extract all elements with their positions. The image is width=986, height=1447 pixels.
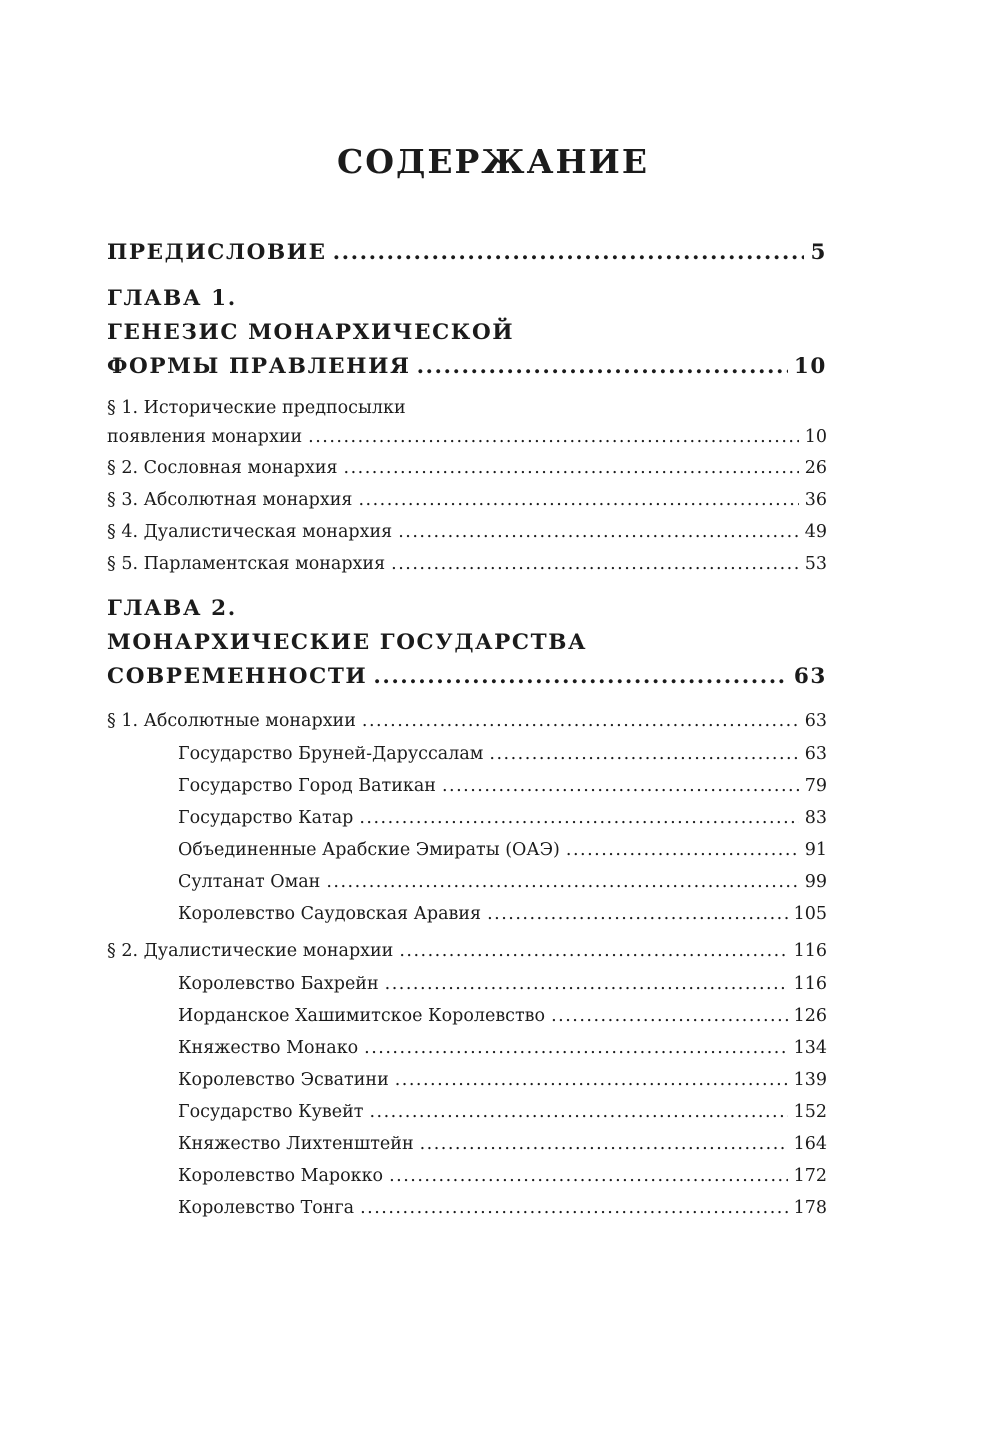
toc-entry-preface[interactable]: [107, 236, 827, 270]
toc-page-number: 126: [793, 1006, 827, 1026]
toc-country-entry[interactable]: [107, 1096, 827, 1128]
toc-country-entry[interactable]: [107, 968, 827, 1000]
toc-entry-label: Королевство Бахрейн: [178, 974, 379, 994]
toc-entry-label: § 2. Сословная монархия: [107, 458, 338, 478]
toc-entry-label: Королевство Саудовская Аравия: [178, 904, 482, 924]
toc-entry-label: § 3. Абсолютная монархия: [107, 490, 353, 510]
toc-entry-label: Султанат Оман: [178, 872, 321, 892]
toc-country-entry[interactable]: [107, 1000, 827, 1032]
toc-entry-label: Государство Город Ватикан: [178, 776, 436, 796]
toc-page-number: 63: [804, 744, 827, 764]
toc-country-entry[interactable]: [107, 866, 827, 898]
toc-page-number: 79: [804, 776, 827, 796]
toc-page-number: 83: [804, 808, 827, 828]
dot-leader: [333, 236, 805, 270]
dot-leader: [364, 1032, 787, 1064]
dot-leader: [420, 1128, 788, 1160]
toc-country-entry[interactable]: [107, 802, 827, 834]
toc-section-entry[interactable]: [107, 452, 827, 484]
dot-leader: [373, 660, 788, 694]
dot-leader: [442, 770, 799, 802]
toc-section-entry[interactable]: [107, 548, 827, 580]
table-of-contents: [107, 236, 827, 1224]
toc-entry-label: § 2. Дуалистические монархии: [107, 941, 394, 961]
toc-country-entry[interactable]: [107, 1128, 827, 1160]
page-title: СОДЕРЖАНИЕ: [336, 142, 649, 181]
toc-entry-label: Княжество Лихтенштейн: [178, 1134, 414, 1154]
toc-page-number: 10: [793, 354, 827, 379]
dot-leader: [391, 548, 799, 580]
toc-entry-label: § 1. Исторические предпосылки: [107, 398, 406, 418]
dot-leader: [417, 350, 788, 384]
chapter-heading-line: [107, 350, 827, 384]
chapter-heading-line: ГЛАВА 2.: [107, 596, 237, 621]
toc-page-number: 152: [793, 1102, 827, 1122]
toc-section-entry[interactable]: [107, 394, 827, 452]
dot-leader: [489, 738, 798, 770]
toc-page-number: 116: [793, 974, 827, 994]
toc-page-number: 134: [793, 1038, 827, 1058]
toc-entry-label: Государство Бруней-Даруссалам: [178, 744, 484, 764]
toc-page-number: 139: [793, 1070, 827, 1090]
toc-page-number: 116: [793, 941, 827, 961]
dot-leader: [358, 484, 798, 516]
toc-chapter-1[interactable]: [107, 282, 827, 384]
toc-entry-label: ПРЕДИСЛОВИЕ: [107, 240, 327, 265]
dot-leader: [399, 934, 787, 968]
dot-leader: [344, 452, 799, 484]
dot-leader: [385, 968, 788, 1000]
toc-entry-label: § 5. Парламентская монархия: [107, 554, 386, 574]
dot-leader: [551, 1000, 788, 1032]
chapter-heading-line: МОНАРХИЧЕСКИЕ ГОСУДАРСТВА: [107, 630, 588, 655]
dot-leader: [389, 1160, 788, 1192]
toc-page-number: 99: [804, 872, 827, 892]
toc-section-entry[interactable]: [107, 516, 827, 548]
toc-country-entry[interactable]: [107, 1032, 827, 1064]
toc-page-number: 63: [793, 664, 827, 689]
dot-leader: [566, 834, 799, 866]
dot-leader: [360, 1192, 788, 1224]
toc-section-entry[interactable]: [107, 704, 827, 738]
toc-page-number: 5: [810, 240, 827, 265]
dot-leader: [308, 423, 799, 452]
toc-entry-label: СОВРЕМЕННОСТИ: [107, 664, 368, 689]
chapter-heading-line: [107, 660, 827, 694]
toc-entry-label: Королевство Марокко: [178, 1166, 384, 1186]
toc-entry-line: [107, 423, 827, 452]
toc-country-entry[interactable]: [107, 1160, 827, 1192]
toc-entry-label: Объединенные Арабские Эмираты (ОАЭ): [178, 840, 560, 860]
toc-page-number: 53: [804, 554, 827, 574]
toc-page-number: 164: [793, 1134, 827, 1154]
toc-entry-label: появления монархии: [107, 427, 303, 447]
toc-chapter-2[interactable]: [107, 592, 827, 694]
toc-page-number: 63: [804, 711, 827, 731]
toc-section-entry[interactable]: [107, 484, 827, 516]
toc-entry-label: Иорданское Хашимитское Королевство: [178, 1006, 546, 1026]
dot-leader: [487, 898, 788, 930]
dot-leader: [369, 1096, 787, 1128]
toc-entry-label: Королевство Эсватини: [178, 1070, 389, 1090]
toc-page-number: 10: [804, 427, 827, 447]
dot-leader: [362, 704, 799, 738]
toc-country-entry[interactable]: [107, 1064, 827, 1096]
toc-entry-label: Государство Катар: [178, 808, 354, 828]
dot-leader: [395, 1064, 788, 1096]
toc-entry-label: § 4. Дуалистическая монархия: [107, 522, 393, 542]
toc-country-entry[interactable]: [107, 1192, 827, 1224]
toc-page-number: 26: [804, 458, 827, 478]
chapter-heading-line: ГЛАВА 1.: [107, 286, 237, 311]
dot-leader: [398, 516, 799, 548]
toc-page-number: 49: [804, 522, 827, 542]
toc-entry-label: § 1. Абсолютные монархии: [107, 711, 356, 731]
toc-section-entry[interactable]: [107, 934, 827, 968]
toc-entry-label: Королевство Тонга: [178, 1198, 355, 1218]
toc-country-entry[interactable]: [107, 770, 827, 802]
toc-page-number: 105: [793, 904, 827, 924]
dot-leader: [359, 802, 798, 834]
toc-page-number: 91: [804, 840, 827, 860]
toc-entry-label: Княжество Монако: [178, 1038, 359, 1058]
dot-leader: [326, 866, 798, 898]
toc-page-number: 36: [804, 490, 827, 510]
chapter-heading-line: ГЕНЕЗИС МОНАРХИЧЕСКОЙ: [107, 320, 515, 345]
toc-page-number: 172: [793, 1166, 827, 1186]
toc-page-number: 178: [793, 1198, 827, 1218]
toc-country-entry[interactable]: [107, 738, 827, 770]
toc-country-entry[interactable]: [107, 834, 827, 866]
toc-entry-label: ФОРМЫ ПРАВЛЕНИЯ: [107, 354, 411, 379]
toc-country-entry[interactable]: [107, 898, 827, 930]
toc-entry-label: Государство Кувейт: [178, 1102, 364, 1122]
